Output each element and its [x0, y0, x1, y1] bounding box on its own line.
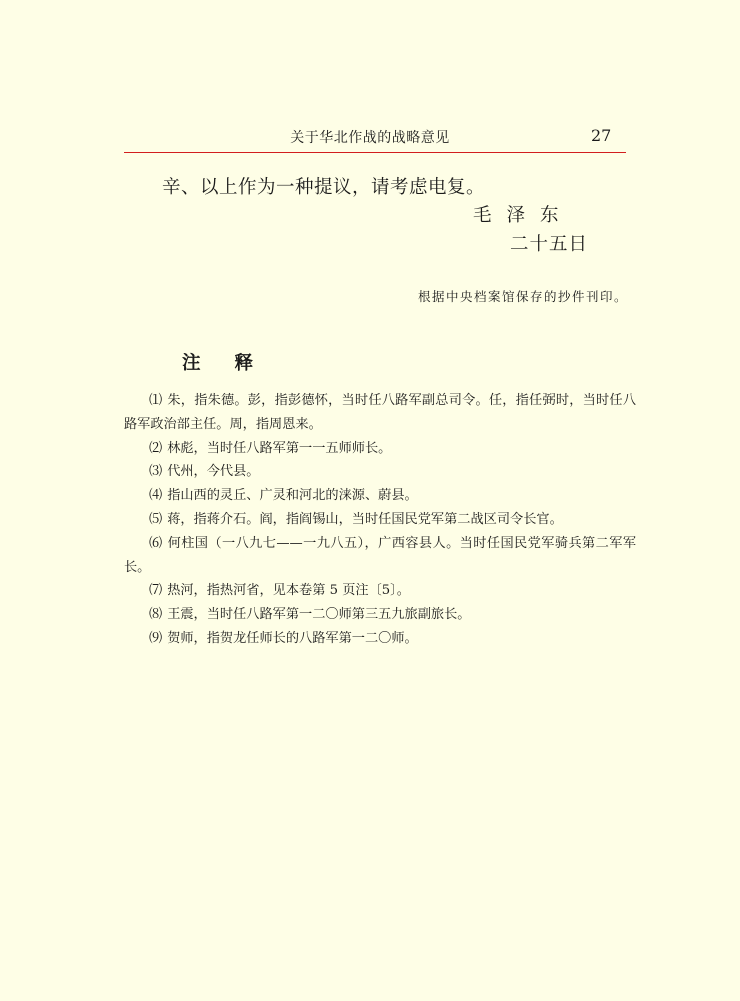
note-number: ⑷	[149, 488, 163, 504]
note-number: ⑹	[149, 535, 163, 551]
note-item	[124, 437, 636, 461]
note-item	[124, 389, 636, 437]
note-item	[124, 579, 636, 603]
note-text: 朱，指朱德。彭，指彭德怀，当时任八路军副总司令。任，指任弼时，当时任八路军政治部主任。周，指周恩来。	[124, 393, 637, 432]
note-text: 林彪，当时任八路军第一一五师师长。	[167, 440, 392, 456]
note-number: ⑴	[149, 393, 163, 408]
note-number: ⑵	[149, 440, 163, 456]
note-item	[124, 508, 636, 532]
source-note: 根据中央档案馆保存的抄件刊印。	[417, 289, 628, 304]
note-text: 贺师，指贺龙任师长的八路军第一二〇师。	[167, 630, 418, 646]
running-title: 关于华北作战的战略意见	[290, 130, 450, 146]
note-item	[124, 627, 636, 651]
page-number: 27	[591, 126, 612, 145]
note-number: ⑻	[149, 607, 163, 623]
date-line: 二十五日	[510, 234, 589, 255]
note-text: 何柱国（一八九七——一九八五），广西容县人。当时任国民党军骑兵第二军军长。	[124, 535, 637, 575]
note-text: 王震，当时任八路军第一二〇师第三五九旅副旅长。	[167, 607, 471, 623]
note-text: 蒋，指蒋介石。阎，指阎锡山，当时任国民党军第二战区司令长官。	[167, 511, 563, 527]
note-text: 代州，今代县。	[167, 464, 260, 480]
note-number: ⑼	[149, 630, 163, 646]
note-item	[124, 484, 636, 508]
note-number: ⑸	[149, 511, 163, 527]
signature: 毛泽东	[473, 205, 574, 226]
closing-paragraph: 辛、以上作为一种提议，请考虑电复。	[162, 177, 486, 198]
note-item	[124, 532, 636, 580]
notes-list	[124, 389, 636, 651]
note-number: ⑶	[149, 464, 163, 480]
note-number: ⑺	[149, 583, 163, 599]
header-rule	[124, 152, 626, 153]
note-text: 热河，指热河省，见本卷第 5 页注〔5〕。	[167, 583, 410, 599]
note-item	[124, 603, 636, 627]
notes-heading: 注释	[182, 353, 288, 374]
note-item	[124, 460, 636, 484]
note-text: 指山西的灵丘、广灵和河北的涞源、蔚县。	[167, 488, 418, 504]
